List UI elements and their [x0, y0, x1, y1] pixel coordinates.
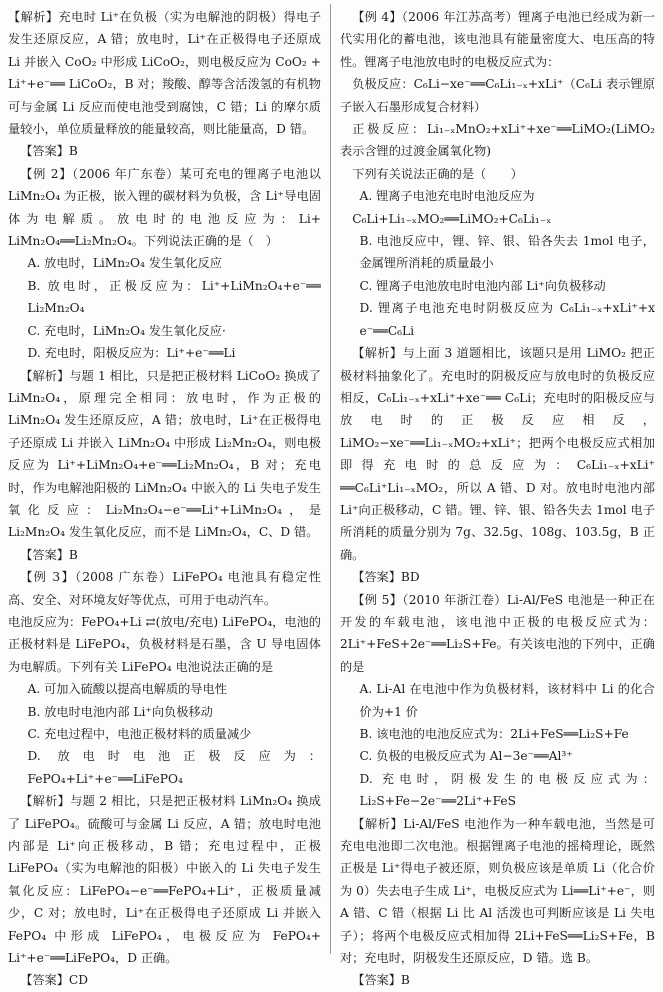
- example1-answer: 【答案】B: [20, 144, 78, 159]
- example5-analysis: 【解析】Li-Al/FeS 电池作为一种车载电池，当然是可充电电池即二次电池。根据锂离子电池的摇椅理论，既然正极是 Li⁺得电子被还原，则负极应该是单质 Li（化合价为 0）失去电子生成 Li⁺，电极反应式为 Li══Li⁺+e⁻，则 A 错、C 错（根据 Li 比 Al 活泼也可判断应该是 Li 失电子）；将两个电极反应式相加得 2Li+FeS══Li₂S+Fe，B 对；充电时，阴极发生还原反应，D 错。选 B。: [340, 816, 655, 966]
- example3-answer: 【答案】CD: [20, 973, 89, 988]
- example4-negative-electrode: 负极反应：C₆Li−xe⁻══C₆Li₁₋ₓ+xLi⁺（C₆Li 表示锂原子嵌入石墨形成复合材料）: [340, 77, 655, 114]
- example3-option-c: C. 充电过程中，电池正极材料的质量减少: [27, 727, 252, 741]
- example2-option-a: A. 放电时，LiMn₂O₄ 发生氧化反应: [27, 256, 222, 271]
- example4-option-a-equation: C₆Li+Li₁₋ₓMO₂══LiMO₂+C₆Li₁₋ₓ: [352, 211, 552, 226]
- example4-option-a: A. 锂离子电池充电时电池反应为: [359, 189, 535, 204]
- example5-option-d: D. 充电时，阴极发生的电极反应式为：Li₂S+Fe−2e⁻══2Li⁺+FeS: [359, 771, 655, 809]
- example4-question: 【例 4】（2006 年江苏高考）锂离子电池已经成为新一代实用化的蓄电池，该电池具有能量密度大、电压高的特性。锂离子电池放电时的电极反应式为：: [340, 10, 655, 69]
- example4-option-d: D. 锂离子电池充电时阴极反应为 C₆Li₁₋ₓ+xLi⁺+x e⁻══C₆Li: [359, 301, 655, 338]
- example4-prompt: 下列有关说法正确的是（ ）: [352, 166, 523, 181]
- example5-answer: 【答案】B: [352, 973, 410, 988]
- example5-question: 【例 5】（2010 年浙江卷）Li-Al/FeS 电池是一种正在开发的车载电池，该电池中正极的电极反应式为：2Li⁺+FeS+2e⁻══Li₂S+Fe。有关该电池的下列中，正确的是: [340, 592, 655, 674]
- example3-question: 【例 3】（2008 广东卷）LiFePO₄ 电池具有稳定性高、安全、对环境友好等优点，可用于电动汽车。: [8, 570, 321, 607]
- example4-option-b: B. 电池反应中，锂、锌、银、铅各失去 1mol 电子，金属锂所消耗的质量最小: [359, 234, 655, 271]
- example2-question: 【例 2】（2006 年广东卷）某可充电的锂离子电池以 LiMn₂O₄ 为正极，嵌入锂的碳材料为负极，含 Li⁺导电固体为电解质。放电时的电池反应为：Li+ LiMn₂O₄══Li₂Mn₂O₄。下列说法正确的是（ ）: [8, 166, 321, 249]
- example3-option-a: A. 可加入硫酸以提高电解质的导电性: [27, 682, 227, 697]
- example2-option-d: D. 充电时，阳极反应为：Li⁺+e⁻══Li: [27, 346, 236, 361]
- example5-option-c: C. 负极的电极反应式为 Al−3e⁻══Al³⁺: [359, 749, 573, 764]
- example5-option-a: A. Li-Al 在电池中作为负极材料，该材料中 Li 的化合价为+1 价: [359, 682, 655, 719]
- example3-analysis: 【解析】与题 2 相比，只是把正极材料 LiMn₂O₄ 换成了 LiFePO₄。硫酸可与金属 Li 反应，A 错；放电时电池内部是 Li⁺向正极移动，B 错；充电过程中，正极 LiFePO₄（实为电解池的阳极）中嵌入的 Li 失电子发生氧化反应：LiFePO₄−e⁻══FePO₄+Li⁺，正极质量减少，C 对；放电时，Li⁺在正极得电子还原成 Li 并嵌入 FePO₄ 中形成 LiFePO₄，电极反应为 FePO₄+ Li⁺+e⁻══LiFePO₄，D 正确。: [8, 794, 321, 966]
- example2-analysis: 【解析】与题 1 相比，只是把正极材料 LiCoO₂ 换成了 LiMn₂O₄，原理完全相同：放电时，作为正极的 LiMn₂O₄ 发生还原反应，A 错；放电时，Li⁺在正极得电子还原成 Li 并嵌入 LiMn₂O₄ 中形成 Li₂Mn₂O₄，则电极反应为 Li⁺+LiMn₂O₄+e⁻══Li₂Mn₂O₄，B 对；充电时，作为电解池阳极的 LiMn₂O₄ 中嵌入的 Li 失电子发生氧化反应：Li₂Mn₂O₄−e⁻══Li⁺+LiMn₂O₄，是 Li₂Mn₂O₄ 发生氧化反应，而不是 LiMn₂O₄，C、D 错。: [8, 368, 321, 540]
- example4-positive-electrode: 正极反应：Li₁₋ₓMnO₂+xLi⁺+xe⁻══LiMO₂(LiMO₂ 表示含锂的过渡金属氧化物): [340, 122, 655, 159]
- example4-analysis: 【解析】与上面 3 道题相比，该题只是用 LiMO₂ 把正极材料抽象化了。充电时的阴极反应与放电时的负极反应相反，C₆Li₁₋ₓ+xLi⁺+xe⁻══ C₆Li；充电时的阳极反应与放电时的正极反应相反，LiMO₂−xe⁻══Li₁₋ₓMO₂+xLi⁺；把两个电极反应式相加即得充电时的总反应为：C₆Li₁₋ₓ+xLi⁺ ══C₆Li⁺Li₁₋ₓMO₂，所以 A 错、D 对。放电时电池内部 Li⁺向正极移动，C 错。锂、锌、银、铅各失去 1mol 电子所消耗的质量分别为 7g、32.5g、108g、103.5g，B 正确。: [340, 346, 655, 562]
- right-column: [340, 6, 655, 992]
- example3-option-b: B. 放电时电池内部 Li⁺向负极移动: [27, 704, 213, 719]
- example3-reaction: 电池反应为：FePO₄+Li ⇄(放电/充电) LiFePO₄，电池的正极材料是 LiFePO₄，负极材料是石墨，含 U 导电固体为电解质。下列有关 LiFePO₄ 电池说法正确的是: [8, 614, 321, 674]
- example2-option-c: C. 充电时，LiMn₂O₄ 发生氧化反应·: [27, 323, 226, 338]
- example2-option-b: B. 放电时，正极反应为：Li⁺+LiMn₂O₄+e⁻══ Li₂Mn₂O₄: [27, 278, 321, 316]
- example3-option-d: D. 放电时电池正极反应为：FePO₄+Li⁺+e⁻══LiFePO₄: [27, 749, 321, 786]
- example4-answer: 【答案】BD: [352, 570, 420, 585]
- example1-analysis: 【解析】充电时 Li⁺在负极（实为电解池的阴极）得电子发生还原反应，A 错；放电时，Li⁺在正极得电子还原成 Li 并嵌入 CoO₂ 中形成 LiCoO₂，则电极反应为 CoO₂ + Li⁺+e⁻══ LiCoO₂，B 对；羧酸、醇等含活泼氢的有机物可与金属 Li 反应而使电池受到腐蚀，C 错；Li 的摩尔质量较小，单位质量释放的能量较高，则比能量高，D 错。: [8, 10, 321, 137]
- example2-answer: 【答案】B: [20, 547, 78, 562]
- example5-option-b: B. 该电池的电池反应式为：2Li+FeS══Li₂S+Fe: [359, 727, 629, 741]
- example4-option-c: C. 锂离子电池放电时电池内部 Li⁺向负极移动: [359, 278, 606, 293]
- left-column: [8, 6, 321, 992]
- column-divider: [330, 4, 331, 954]
